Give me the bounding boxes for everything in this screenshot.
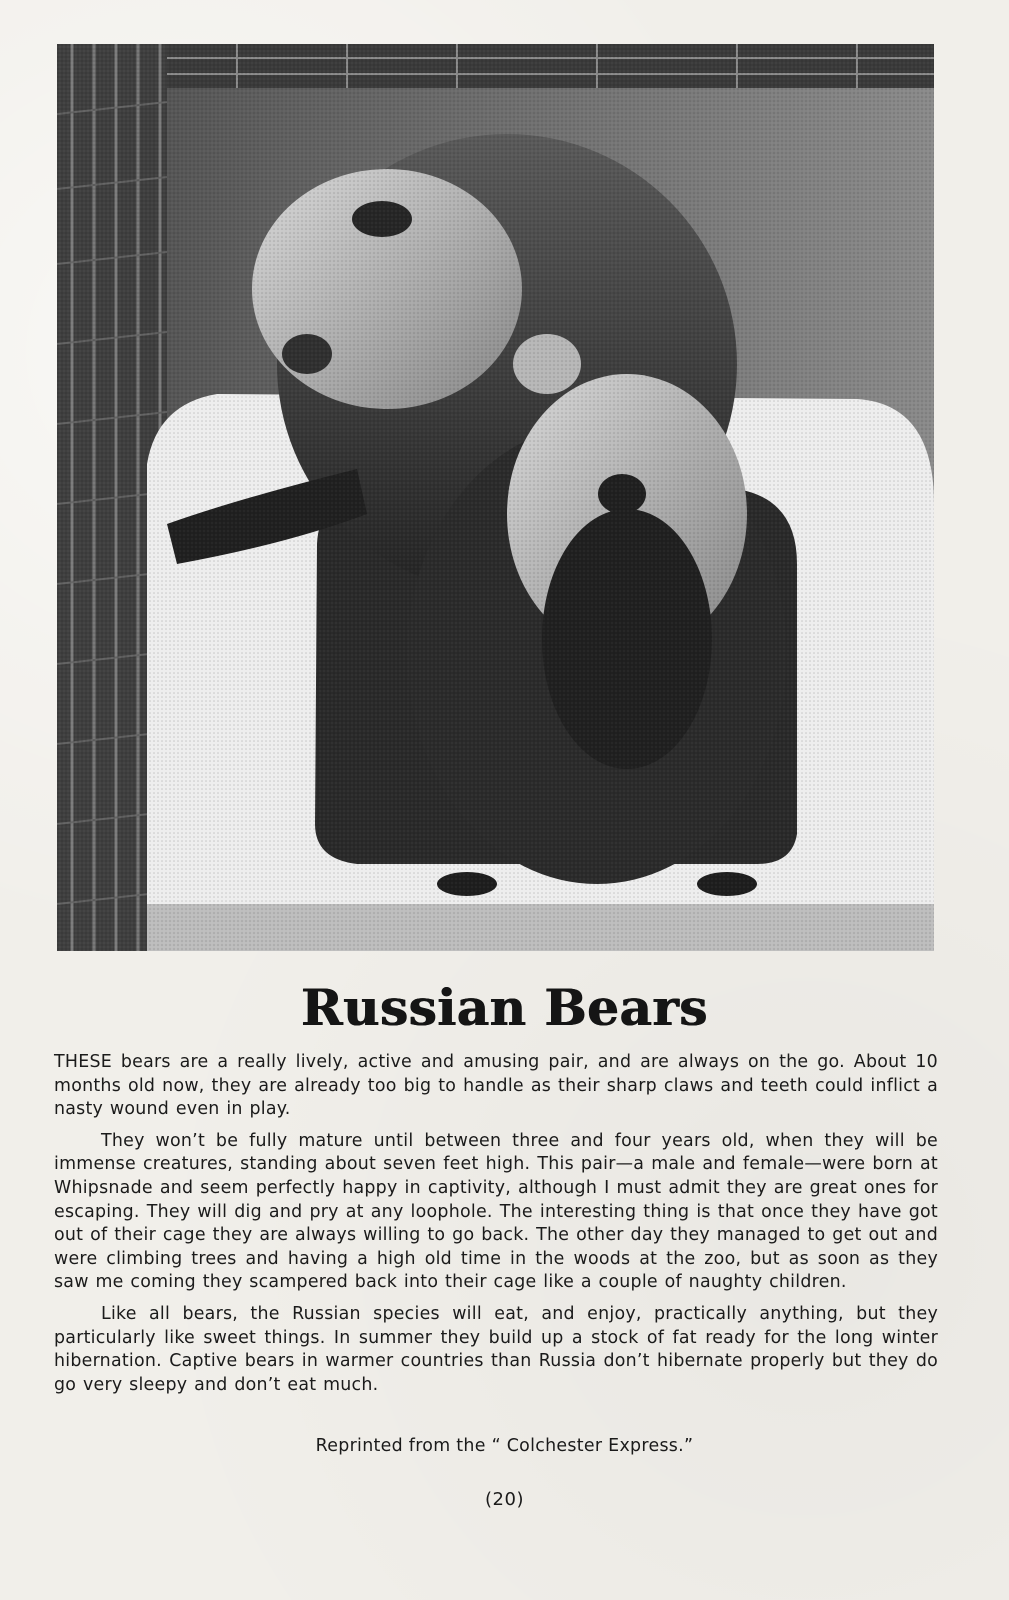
- article-body: [54, 1051, 938, 1397]
- article-title: Russian Bears: [301, 978, 708, 1037]
- paragraph-2: They won’t be fully mature until between three and four years old, when they will be immense creatures, standing about seven feet high. This pair—a male and female—were born at Whipsnade and seem perfectly happy in captivity, although I must admit they are great ones for escaping. They will dig and pry at any loophole. The interesting thing is that once they have got out of their cage they are always willing to go back. The other day they managed to get out and were climbing trees and having a high old time in the woods at the zoo, but as soon as they saw me coming they scampered back into their cage like a couple of naughty children.: [54, 1130, 938, 1293]
- paragraph-1: THESE bears are a really lively, active and amusing pair, and are always on the go. About 10 months old now, they are already too big to handle as their sharp claws and teeth could inflict a nasty wound even in play.: [54, 1052, 938, 1120]
- bears-photo-image: [57, 44, 934, 951]
- page-number: (20): [485, 1489, 524, 1510]
- bears-photo: [57, 44, 934, 951]
- paragraph-3: Like all bears, the Russian species will eat, and enjoy, practically anything, but they particularly like sweet things. In summer they build up a stock of fat ready for the long winter hibernation. Captive bears in warmer countries than Russia don’t hibernate properly but they do go very sleepy and don’t eat much.: [54, 1303, 938, 1395]
- reprint-credit: Reprinted from the “ Colchester Express.”: [315, 1436, 694, 1456]
